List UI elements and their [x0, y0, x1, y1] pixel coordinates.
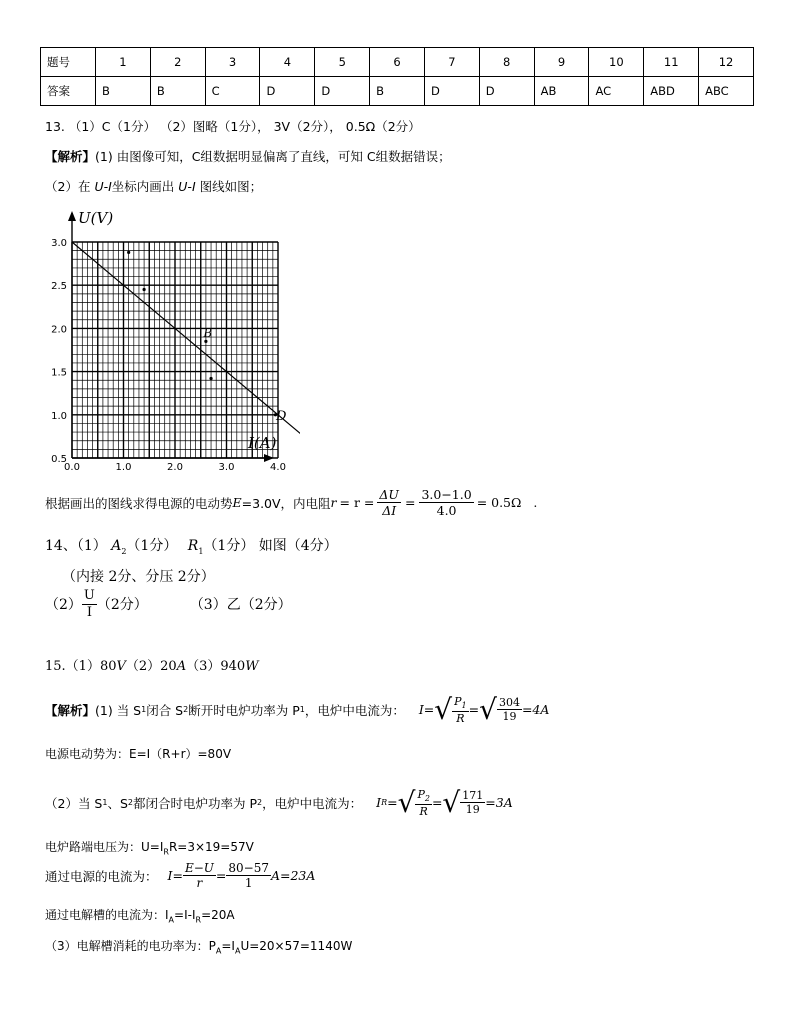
text: （1分） 如图（4分）	[203, 538, 338, 554]
question-number: 4	[260, 48, 315, 77]
fit-line	[72, 242, 300, 436]
numerator: P	[417, 788, 425, 801]
x-tick-label: 2.0	[167, 462, 183, 473]
result: = 0.5Ω	[476, 495, 522, 510]
text: ，电炉中电流为：	[304, 702, 405, 718]
text: （2）当 S	[45, 795, 103, 811]
denominator: R	[456, 711, 465, 725]
y-axis-arrow-icon	[68, 211, 76, 221]
answer-cell: B	[96, 77, 151, 106]
question-number: 8	[479, 48, 534, 77]
symbol-R: R	[187, 538, 199, 554]
fraction	[226, 861, 271, 891]
data-point	[204, 340, 207, 343]
text: =20A	[201, 908, 235, 922]
subscript: A	[168, 915, 175, 925]
answer-cell: AB	[534, 77, 589, 106]
text: (1) 当 S	[95, 702, 142, 718]
result: A=23A	[270, 868, 316, 884]
answer-cell: ABC	[699, 77, 754, 106]
text: （2）在	[45, 179, 95, 194]
q13-analysis-1	[45, 147, 451, 165]
data-point	[209, 377, 212, 380]
answer-cell: ABD	[644, 77, 699, 106]
period: .	[533, 495, 538, 510]
numerator: 171	[462, 789, 484, 803]
answer-cell: D	[479, 77, 534, 106]
question-number: 12	[699, 48, 754, 77]
answer-cell: C	[205, 77, 260, 106]
text: （2）20	[125, 659, 177, 674]
analysis-text: (1) 由图像可知，C组数据明显偏离了直线，可知 C组数据错误；	[95, 149, 451, 164]
table-answer-row	[41, 77, 754, 106]
y-tick-label: 1.0	[51, 410, 67, 422]
y-tick-label: 0.5	[51, 454, 67, 465]
answer-table	[40, 47, 754, 106]
subscript: R	[381, 798, 388, 808]
table-header-row	[41, 48, 754, 77]
denominator: r	[196, 876, 203, 891]
text: 电炉路端电压为：U=I	[45, 840, 164, 854]
text: 根据画出的图线求得电源的电动势	[45, 495, 233, 511]
numerator: 304	[498, 696, 520, 710]
question-number: 3	[205, 48, 260, 77]
answer-cell: D	[424, 77, 479, 106]
text: 都闭合时电炉功率为 P	[133, 795, 258, 811]
fraction	[452, 695, 469, 725]
text: U=20×57=1140W	[240, 939, 353, 953]
text: 通过电源的电流为：	[45, 868, 158, 884]
fraction-u-i	[82, 588, 97, 620]
text: 15.（1）80	[45, 659, 117, 674]
text: （3）电解槽消耗的电功率为：P	[45, 939, 216, 953]
x-axis-label: I(A)	[248, 434, 277, 452]
question-number: 5	[315, 48, 370, 77]
symbol-A: A	[111, 538, 122, 554]
symbol-r: r	[330, 495, 337, 510]
text: 坐标内画出	[111, 179, 179, 194]
unit: W	[245, 659, 259, 674]
text: 14、（1）	[45, 538, 107, 554]
answer-cell: D	[260, 77, 315, 106]
sqrt-icon: √	[442, 785, 461, 819]
q15-source-current	[45, 861, 315, 891]
u-i-graph	[40, 205, 300, 475]
q14-line-2: （内接 2分、分压 2分）	[62, 569, 215, 585]
subscript: R	[163, 847, 169, 857]
subscript: 1	[198, 546, 204, 556]
text: 闭合 S	[146, 702, 184, 718]
q15-answer-line	[45, 655, 259, 674]
q15-terminal-voltage	[45, 838, 254, 856]
point-label-d: D	[276, 408, 287, 424]
text: =I	[221, 939, 235, 953]
subscript: 2	[424, 794, 430, 804]
text: 通过电解槽的电流为：I	[45, 908, 169, 922]
result: =3A	[485, 795, 513, 811]
denominator: I	[86, 604, 92, 620]
denominator: 19	[465, 803, 480, 817]
fraction-du-di	[377, 487, 401, 518]
y-axis-label: U(V)	[78, 209, 114, 227]
fraction	[497, 696, 522, 723]
q15-analysis-1	[45, 692, 550, 726]
denominator: ΔI	[382, 503, 397, 518]
q14-line-3	[45, 588, 292, 620]
symbol-I: I	[418, 702, 424, 718]
answer-cell: B	[150, 77, 205, 106]
x-tick-label: 4.0	[270, 462, 286, 473]
data-point	[127, 251, 130, 254]
answer-cell: D	[315, 77, 370, 106]
subscript: R	[195, 915, 202, 925]
numerator: 80−57	[228, 861, 269, 875]
y-tick-label: 1.5	[51, 367, 67, 379]
numerator: ΔU	[379, 487, 399, 502]
formula-2: I R = √ $\frac{P_2}{R}$ = √ $\frac{171}{19}$ =3A	[376, 785, 513, 819]
numerator: P	[454, 695, 462, 708]
text: =3.0V，内电阻	[241, 495, 331, 511]
question-number: 10	[589, 48, 644, 77]
text: R=3×19=57V	[168, 840, 254, 854]
y-tick-label: 2.0	[51, 324, 67, 336]
question-number: 2	[150, 48, 205, 77]
answer-cell: B	[370, 77, 425, 106]
text: （2分）	[96, 597, 148, 614]
sqrt-icon: √	[479, 692, 497, 726]
point-label-b: B	[203, 326, 213, 341]
subscript: 1	[141, 705, 147, 715]
text: U-I	[178, 179, 196, 194]
subscript: 2	[257, 798, 263, 808]
subscript: 1	[461, 701, 467, 711]
text: ，电炉中电流为：	[262, 795, 363, 811]
fraction-values	[419, 487, 473, 518]
numerator: E−U	[184, 861, 214, 875]
question-number: 7	[424, 48, 479, 77]
text: 图线如图；	[195, 179, 263, 194]
unit: V	[116, 659, 126, 674]
question-number: 6	[370, 48, 425, 77]
equals: =	[404, 495, 416, 510]
unit: A	[176, 659, 187, 674]
answer-cell: AC	[589, 77, 644, 106]
numerator: U	[83, 588, 95, 603]
denominator: 4.0	[436, 503, 457, 518]
q15-electrolyzer-current	[45, 906, 235, 924]
q14-line-1	[45, 535, 338, 556]
text: （2）	[45, 597, 82, 614]
question-number: 11	[644, 48, 699, 77]
y-tick-label: 2.5	[51, 281, 67, 293]
q13-conclusion	[45, 487, 537, 518]
text: =I-I	[174, 908, 196, 922]
text: 、S	[107, 795, 128, 811]
sqrt-icon: √	[434, 692, 453, 726]
data-point	[143, 288, 146, 291]
q13-analysis-2	[45, 177, 262, 195]
q15-electrolyzer-power	[45, 937, 352, 955]
fraction	[415, 788, 432, 818]
subscript: 1	[102, 798, 108, 808]
question-number: 9	[534, 48, 589, 77]
formula-1: I = √ $\frac{P_1}{R}$ = √ $\frac{304}{19}$ =4A	[418, 692, 550, 726]
denominator: 1	[244, 876, 253, 891]
numerator: 3.0−1.0	[421, 487, 472, 502]
subscript: A	[234, 946, 241, 956]
text: U-I	[94, 179, 112, 194]
answer-label: 答案	[41, 77, 96, 106]
q15-emf: 电源电动势为：E=I（R+r）=80V	[45, 747, 232, 761]
y-tick-label: 3.0	[51, 238, 67, 249]
header-label: 题号	[41, 48, 96, 77]
x-tick-label: 1.0	[115, 462, 132, 473]
x-tick-label: 0.0	[64, 462, 80, 473]
subscript: 1	[299, 705, 305, 715]
q15-analysis-2	[45, 785, 513, 819]
sqrt-icon: √	[397, 785, 416, 819]
analysis-tag: 【解析】	[45, 149, 96, 164]
fraction	[183, 861, 216, 891]
denominator: R	[419, 804, 428, 818]
question-number: 1	[96, 48, 151, 77]
symbol-E: E	[232, 495, 242, 510]
subscript: 2	[121, 546, 127, 556]
text: （1分）	[126, 538, 178, 554]
symbol-I: I	[167, 868, 173, 884]
q13-answer-line: 13. （1）C（1分） （2）图略（1分）， 3V（2分）， 0.5Ω（2分）	[45, 119, 421, 134]
fraction	[460, 789, 485, 816]
text: （3）乙（2分）	[189, 597, 292, 614]
result: =4A	[521, 702, 550, 718]
subscript: 2	[183, 705, 189, 715]
subscript: 2	[127, 798, 133, 808]
x-tick-label: 3.0	[218, 462, 235, 473]
text: 断开时电炉功率为 P	[188, 702, 300, 718]
formula-lhs: = r =	[339, 495, 375, 510]
text: （3）940	[186, 659, 246, 674]
symbol-I: I	[376, 795, 382, 811]
formula-3: I = $\frac{E-U}{r}$ = $\frac{80-57}{1}$ A=23A	[167, 861, 316, 891]
subscript: A	[215, 946, 222, 956]
analysis-tag: 【解析】	[45, 702, 96, 718]
denominator: 19	[502, 710, 517, 724]
